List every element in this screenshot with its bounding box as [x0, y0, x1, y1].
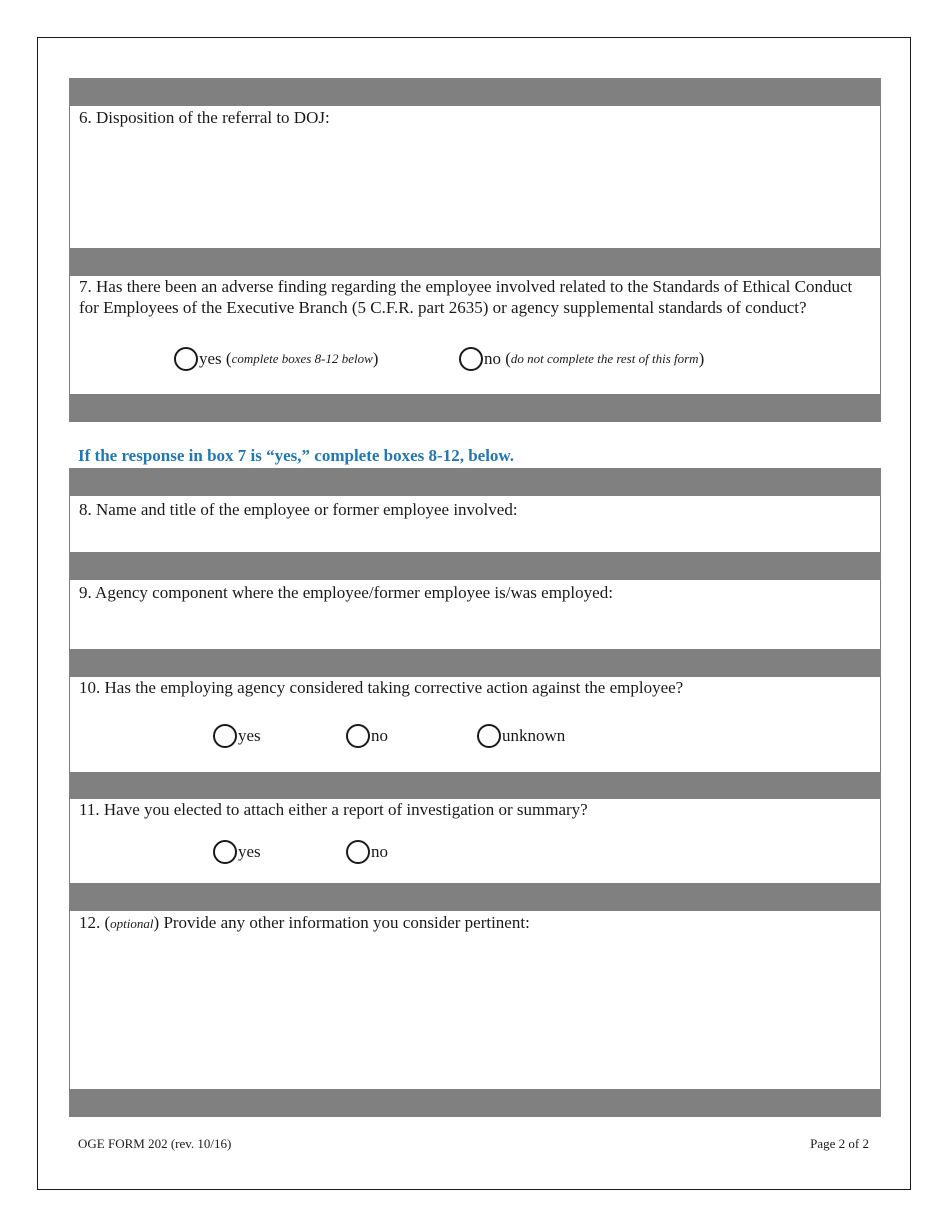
- q11-yes-label: yes: [238, 842, 261, 861]
- section-divider: [69, 1089, 881, 1117]
- q7-box: [69, 276, 881, 394]
- section-divider: [69, 552, 881, 580]
- section-divider: [69, 649, 881, 677]
- q11-yes-option[interactable]: [213, 839, 261, 865]
- q10-no-radio[interactable]: [346, 724, 370, 748]
- q11-no-label: no: [371, 842, 388, 861]
- section-divider: [69, 78, 881, 106]
- section-divider: [69, 772, 881, 799]
- q10-unknown-label: unknown: [502, 726, 566, 745]
- q7-yes-radio[interactable]: [174, 347, 198, 371]
- q12-label: 12. (optional) Provide any other information you consider pertinent:: [79, 913, 530, 932]
- q8-label: 8. Name and title of the employee or former employee involved:: [79, 500, 518, 519]
- conditional-instruction: If the response in box 7 is “yes,” complete boxes 8-12, below.: [78, 446, 515, 465]
- q10-yes-radio[interactable]: [213, 724, 237, 748]
- q9-box[interactable]: [69, 580, 881, 649]
- q10-no-option[interactable]: [346, 723, 388, 749]
- q7-yes-option[interactable]: yes ( complete boxes 8-12 below ): [174, 346, 378, 372]
- q10-yes-label: yes: [238, 726, 261, 745]
- q11-no-option[interactable]: [346, 839, 388, 865]
- q12-box[interactable]: [69, 911, 881, 1089]
- q12-number: 12.: [79, 913, 101, 932]
- q7-yes-note: complete boxes 8-12 below: [231, 351, 373, 366]
- q6-box[interactable]: [69, 106, 881, 248]
- q10-unknown-radio[interactable]: [477, 724, 501, 748]
- q8-box[interactable]: [69, 496, 881, 552]
- q12-text: Provide any other information you consider pertinent:: [163, 913, 530, 932]
- q7-label: 7. Has there been an adverse finding regarding the employee involved related to the Standards of Ethical Conduct for Employees of the Executive Branch (5 C.F.R. part 2635) or agency supplemental standards of conduct?: [79, 277, 853, 317]
- q7-yes-label: yes: [199, 349, 222, 368]
- q6-label: 6. Disposition of the referral to DOJ:: [79, 108, 330, 127]
- section-divider: [69, 883, 881, 911]
- q7-no-label: no: [484, 349, 501, 368]
- q10-no-label: no: [371, 726, 388, 745]
- section-divider: [69, 394, 881, 422]
- q7-no-radio[interactable]: [459, 347, 483, 371]
- q10-box: [69, 677, 881, 772]
- q11-no-radio[interactable]: [346, 840, 370, 864]
- q11-yes-radio[interactable]: [213, 840, 237, 864]
- q9-label: 9. Agency component where the employee/former employee is/was employed:: [79, 583, 613, 602]
- page-number: Page 2 of 2: [810, 1136, 869, 1151]
- q10-label: 10. Has the employing agency considered taking corrective action against the employee?: [79, 678, 684, 697]
- q10-unknown-option[interactable]: [477, 723, 565, 749]
- q7-no-option[interactable]: no ( do not complete the rest of this form ): [459, 346, 704, 372]
- q12-optional-note: optional: [110, 916, 154, 931]
- q11-label: 11. Have you elected to attach either a report of investigation or summary?: [79, 800, 588, 819]
- form-id: OGE FORM 202 (rev. 10/16): [78, 1136, 232, 1151]
- q7-no-note: do not complete the rest of this form: [510, 351, 699, 366]
- q11-box: [69, 799, 881, 883]
- section-divider: [69, 248, 881, 276]
- q10-yes-option[interactable]: [213, 723, 261, 749]
- section-divider: [69, 468, 881, 496]
